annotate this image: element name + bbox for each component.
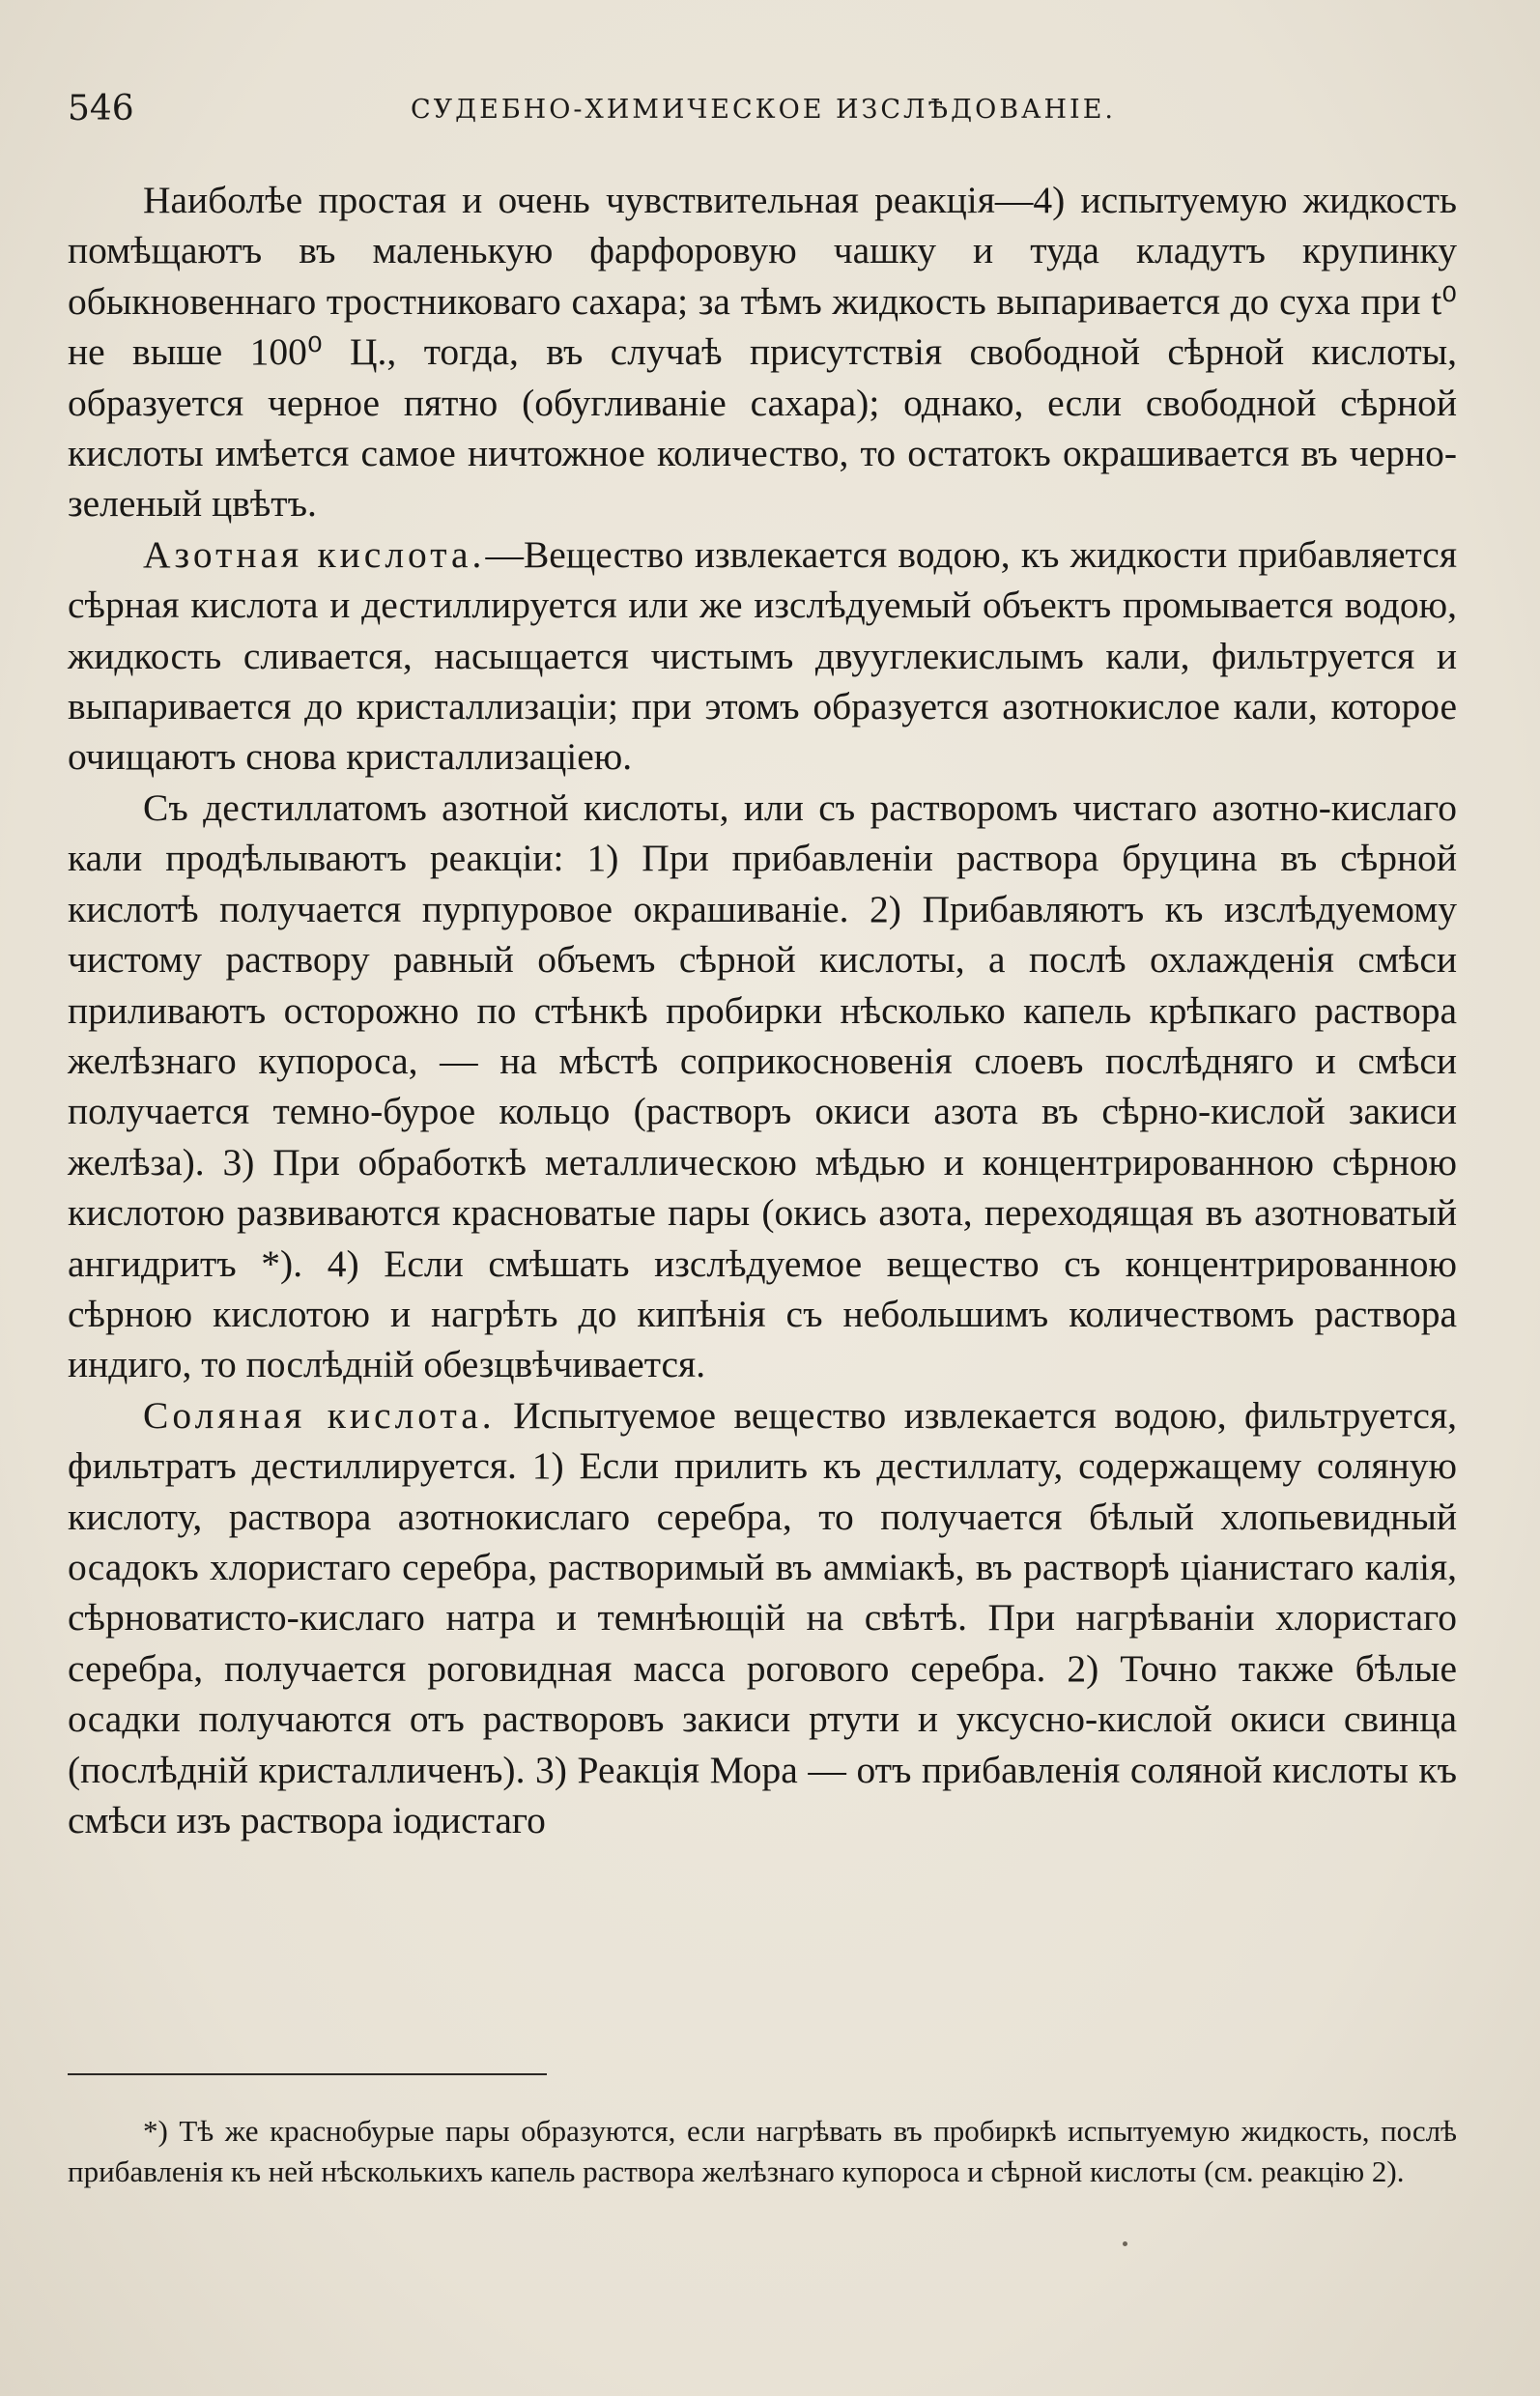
page-number: 546 (68, 89, 134, 128)
paragraph-text: Съ дестиллатомъ азотной кислоты, или съ растворомъ чистаго азотно-кислаго кали продѣлываютъ реакціи: 1) При прибавленіи раствора бруцина въ сѣрной кислотѣ получается пурпуровое окрашиваніе. 2) Прибавляютъ къ изслѣдуемому чистому раствору равный объемъ сѣрной кислоты, а послѣ охлажденія смѣси приливаютъ осторожно по стѣнкѣ пробирки нѣсколько капель крѣпкаго раствора желѣзнаго купороса, — на мѣстѣ соприкосновенія слоевъ послѣдняго и смѣси получается темно-бурое кольцо (растворъ окиси азота въ сѣрно-кислой закиси желѣза). 3) При обработкѣ металлическою мѣдью и концентрированною сѣрною кислотою развиваются красноватые пары (окись азота, переходящая въ азотноватый ангидритъ *). 4) Если смѣшать изслѣдуемое вещество съ концентрированною сѣрною кислотою и нагрѣть до кипѣнія съ небольшимъ количествомъ раствора индиго, то послѣдній обезцвѣчивается. (68, 785, 1457, 1386)
body-text (68, 175, 1457, 1845)
paragraph-hydrochloric-acid (68, 1390, 1457, 1846)
paper-speck (1123, 2241, 1127, 2246)
paragraph-nitric-acid (68, 529, 1457, 783)
footnote-divider (68, 2073, 547, 2075)
paragraph-sulfuric-acid-test (68, 175, 1457, 529)
paragraph-text: Наиболѣе простая и очень чувствительная реакція—4) испытуемую жидкость помѣщаютъ въ маленькую фарфоровую чашку и туда кладутъ крупинку обыкновеннаго тростниковаго сахара; за тѣмъ жидкость выпаривается до суха при t⁰ не выше 100⁰ Ц., тогда, въ случаѣ присутствія свободной сѣрной кислоты, образуется черное пятно (обугливаніе сахара); однако, если свободной сѣрной кислоты имѣется самое ничтожное количество, то остатокъ окрашивается въ черно-зеленый цвѣтъ. (68, 179, 1457, 526)
section-heading-nitric-acid: Азотная кислота. (143, 532, 486, 576)
page-header (68, 89, 1459, 137)
paragraph-text: Испытуемое вещество извлекается водою, фильтруется, фильтратъ дестиллируется. 1) Если прилить къ дестиллату, содержащему соляную кислоту, раствора азотнокислаго серебра, то получается бѣлый хлопьевидный осадокъ хлористаго серебра, растворимый въ амміакѣ, въ растворѣ ціанистаго калія, сѣрноватисто-кислаго натра и темнѣющій на свѣтѣ. При нагрѣваніи хлористаго серебра, получается роговидная масса рогового серебра. 2) Точно также бѣлые осадки получаются отъ растворовъ закиси ртути и уксусно-кислой окиси свинца (послѣдній кристалличенъ). 3) Реакція Мора — отъ прибавленія соляной кислоты къ смѣси изъ раствора іодистаго (68, 1393, 1457, 1841)
paragraph-text: —Вещество извлекается водою, къ жидкости прибавляется сѣрная кислота и дестиллируется или же изслѣдуемый объектъ промывается водою, жидкость сливается, насыщается чистымъ двууглекислымъ кали, фильтруется и выпаривается до кристаллизаціи; при этомъ образуется азотнокислое кали, которое очищаютъ снова кристаллизаціею. (68, 532, 1457, 779)
running-title: СУДЕБНО-ХИМИЧЕСКОЕ ИЗСЛѢДОВАНІЕ. (411, 95, 1116, 125)
footnote-text: *) Тѣ же краснобурые пары образуются, если нагрѣвать въ пробиркѣ испытуемую жидкость, послѣ прибавленія къ ней нѣсколькихъ капель раствора желѣзнаго купороса и сѣрной кислоты (см. реакцію 2). (68, 2114, 1457, 2188)
paragraph-nitric-acid-reactions (68, 783, 1457, 1390)
footnote (68, 2111, 1457, 2192)
section-heading-hydrochloric-acid: Соляная кислота. (143, 1393, 496, 1437)
